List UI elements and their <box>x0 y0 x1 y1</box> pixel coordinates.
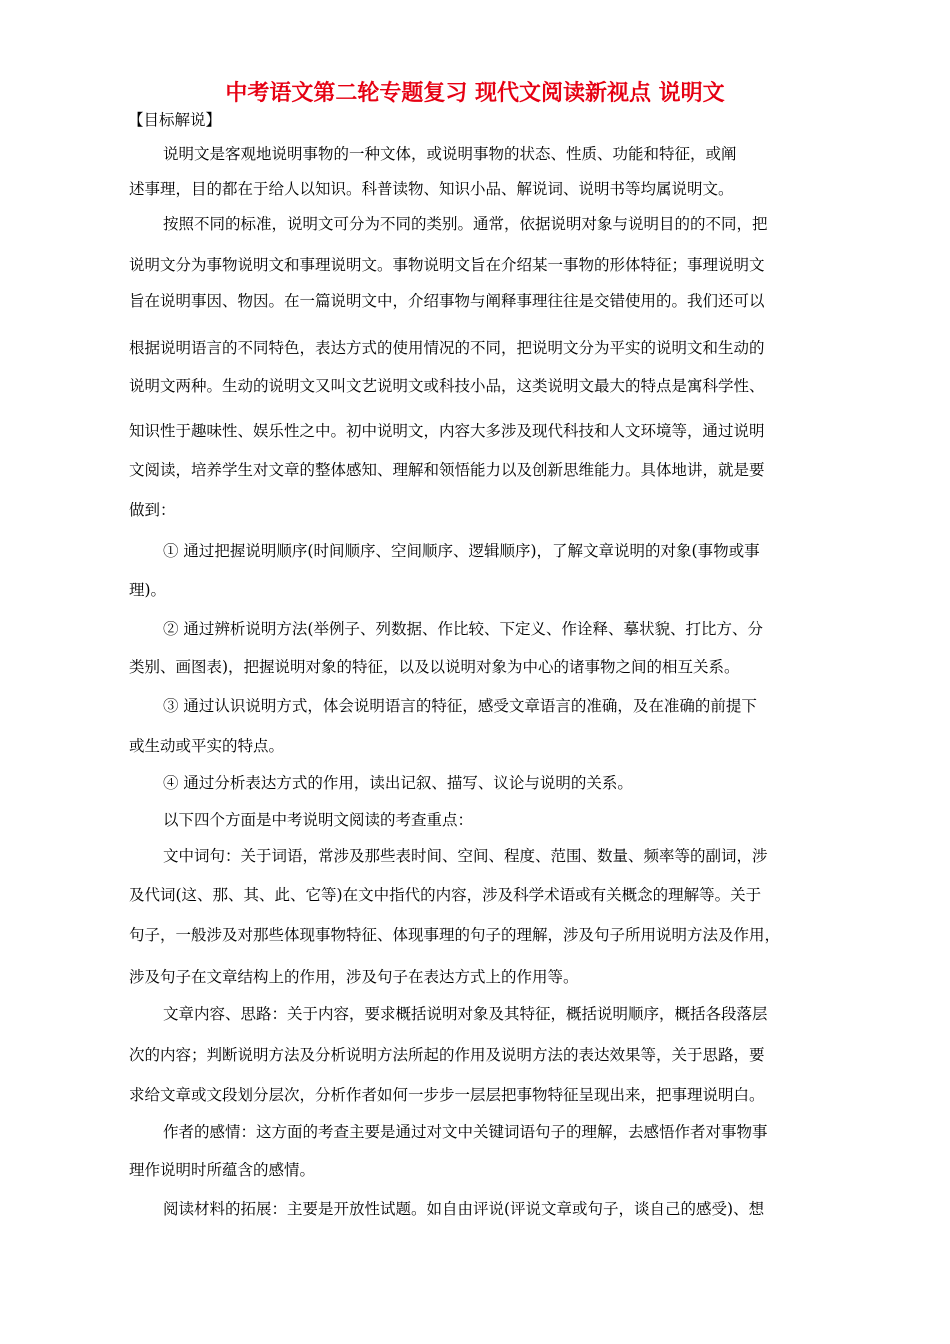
list-item-line: 或生动或平实的特点。 <box>129 737 285 755</box>
paragraph-line: 阅读材料的拓展：主要是开放性试题。如自由评说(评说文章或句子，谈自己的感受)、想 <box>163 1200 765 1218</box>
paragraph-line: 做到： <box>129 501 176 519</box>
list-item-line: ① 通过把握说明顺序(时间顺序、空间顺序、逻辑顺序)，了解文章说明的对象(事物或事 <box>163 542 760 560</box>
paragraph-line: 按照不同的标准，说明文可分为不同的类别。通常，依据说明对象与说明目的的不同，把 <box>163 215 768 233</box>
paragraph-line: 文章内容、思路：关于内容，要求概括说明对象及其特征，概括说明顺序，概括各段落层 <box>163 1005 768 1023</box>
paragraph-line: 述事理，目的都在于给人以知识。科普读物、知识小品、解说词、说明书等均属说明文。 <box>129 180 734 198</box>
paragraph-line: 以下四个方面是中考说明文阅读的考查重点： <box>163 811 474 829</box>
paragraph-line: 及代词(这、那、其、此、它等)在文中指代的内容，涉及科学术语或有关概念的理解等。关于 <box>129 886 762 904</box>
paragraph-line: 说明文分为事物说明文和事理说明文。事物说明文旨在介绍某一事物的形体特征；事理说明文 <box>129 256 765 274</box>
paragraph-line: 文中词句：关于词语，常涉及那些表时间、空间、程度、范围、数量、频率等的副词，涉 <box>163 847 768 865</box>
document-title: 中考语文第二轮专题复习 现代文阅读新视点 说明文 <box>225 81 725 106</box>
list-item-line: 类别、画图表)，把握说明对象的特征，以及以说明对象为中心的诸事物之间的相互关系。 <box>129 658 740 676</box>
paragraph-line: 说明文两种。生动的说明文又叫文艺说明文或科技小品，这类说明文最大的特点是寓科学性、 <box>129 377 765 395</box>
paragraph-line: 旨在说明事因、物因。在一篇说明文中，介绍事物与阐释事理往往是交错使用的。我们还可以 <box>129 292 765 310</box>
paragraph-line: 涉及句子在文章结构上的作用，涉及句子在表达方式上的作用等。 <box>129 968 579 986</box>
section-heading: 【目标解说】 <box>128 111 222 129</box>
paragraph-line: 求给文章或文段划分层次，分析作者如何一步步一层层把事物特征呈现出来，把事理说明白。 <box>129 1086 765 1104</box>
paragraph-line: 句子，一般涉及对那些体现事物特征、体现事理的句子的理解，涉及句子所用说明方法及作用， <box>129 926 781 944</box>
list-item-line: ② 通过辨析说明方法(举例子、列数据、作比较、下定义、作诠释、摹状貌、打比方、分 <box>163 620 763 638</box>
paragraph-line: 文阅读，培养学生对文章的整体感知、理解和领悟能力以及创新思维能力。具体地讲，就是要 <box>129 461 765 479</box>
paragraph-line: 次的内容；判断说明方法及分析说明方法所起的作用及说明方法的表达效果等，关于思路，要 <box>129 1046 765 1064</box>
paragraph-line: 作者的感情：这方面的考查主要是通过对文中关键词语句子的理解，去感悟作者对事物事 <box>163 1123 768 1141</box>
list-item-line: 理)。 <box>129 581 167 599</box>
list-item-line: ③ 通过认识说明方式，体会说明语言的特征，感受文章语言的准确，及在准确的前提下 <box>163 697 757 715</box>
paragraph-line: 根据说明语言的不同特色，表达方式的使用情况的不同，把说明文分为平实的说明文和生动的 <box>129 339 765 357</box>
paragraph-line: 说明文是客观地说明事物的一种文体，或说明事物的状态、性质、功能和特征，或阐 <box>163 145 737 163</box>
paragraph-line: 知识性于趣味性、娱乐性之中。初中说明文，内容大多涉及现代科技和人文环境等，通过说明 <box>129 422 765 440</box>
list-item-line: ④ 通过分析表达方式的作用，读出记叙、描写、议论与说明的关系。 <box>163 774 633 792</box>
paragraph-line: 理作说明时所蕴含的感情。 <box>129 1161 316 1179</box>
